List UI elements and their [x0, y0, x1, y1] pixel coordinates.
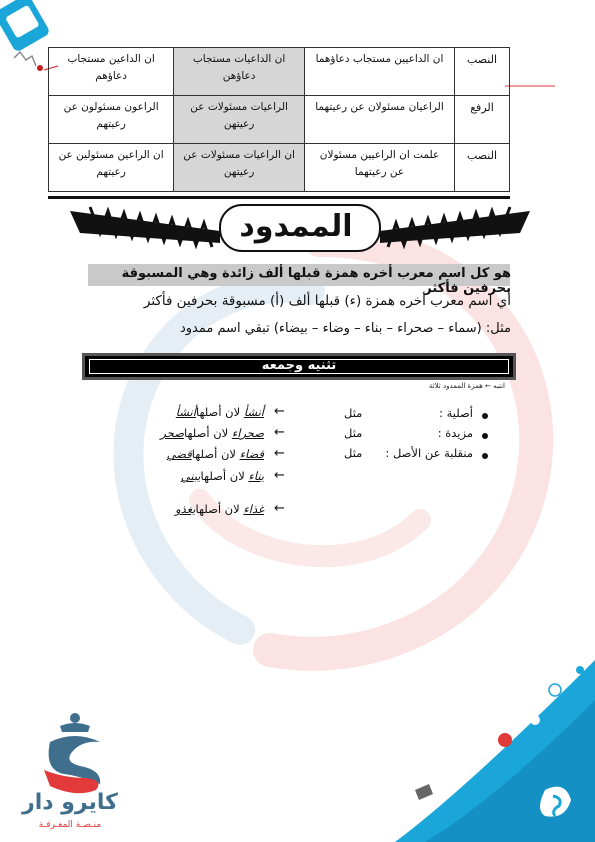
table-cell: ان الداعيات مستجاب دعاؤهن [174, 48, 305, 96]
brand-tagline: منـصـة المعـرفـة [38, 820, 102, 830]
example-marker: مثل [344, 406, 363, 420]
table-cell: ان الراعيات مسئولات عن رعيتهن [174, 144, 305, 192]
root-word: أنشأ [175, 405, 196, 419]
case-cell: النصب [455, 144, 510, 192]
bullet-icon [482, 433, 488, 439]
red-rule-line [505, 78, 560, 90]
example-marker: مثل [344, 426, 363, 440]
example-word: قضاء [239, 447, 264, 461]
example-word: صحراء [231, 426, 264, 440]
root-word: صحر [160, 426, 184, 440]
bullet-label: مزيدة : [437, 426, 473, 440]
example-word: أنشأ [243, 405, 264, 419]
root-word: قضي [166, 447, 192, 461]
subsection-title: تثنيه وجمعه [261, 358, 337, 373]
explanation-text: لان أصلها [191, 447, 240, 461]
root-word: يبني [180, 469, 201, 483]
corner-decoration [395, 640, 595, 842]
table-cell: ان الداعيين مستجاب دعاؤهما [304, 48, 454, 96]
table-cell: علمت ان الراعيين مسئولان عن رعيتهما [304, 144, 454, 192]
table-row [49, 144, 510, 192]
example-word: بناء [248, 469, 264, 483]
note-text: انتبه ← همزة الممدود ثلاثة [428, 382, 505, 390]
table-row [49, 96, 510, 144]
bullet-icon [482, 413, 488, 419]
explanation-text: لان أصلها [195, 405, 244, 419]
arrow-left-icon: ← [274, 468, 285, 483]
table-cell: الراعيات مسئولات عن رعيتهن [174, 96, 305, 144]
example-marker: مثل [344, 446, 363, 460]
explanation-text: لان أصلها [183, 426, 232, 440]
case-cell: الرفع [455, 96, 510, 144]
bullet-icon [482, 453, 488, 459]
explanation-line [181, 469, 264, 483]
arrow-left-icon: ← [274, 446, 285, 461]
bullet-label: أصلية : [439, 406, 473, 420]
table-cell: الراعون مسئولون عن رعيتهم [49, 96, 174, 144]
brand-logo-icon [20, 712, 130, 837]
explanation-line [175, 502, 264, 516]
explanation-line [167, 447, 264, 461]
root-word: يغذو [175, 502, 196, 516]
arrow-left-icon: ← [274, 404, 285, 419]
explanation-line [176, 405, 264, 419]
example-line: مثل: (سماء – صحراء – بناء – وضاء – بيضاء) تبقي اسم ممدود [179, 321, 511, 336]
explanation-line [160, 426, 264, 440]
example-word: غذاء [243, 502, 264, 516]
table-bottom-rule [48, 196, 510, 199]
table-cell: الراعيان مسئولان عن رعيتهما [304, 96, 454, 144]
explanation-text: لان أصلها [200, 469, 249, 483]
table-row [49, 48, 510, 96]
table-cell: ان الراعين مسئولين عن رعيتهم [49, 144, 174, 192]
case-cell: النصب [455, 48, 510, 96]
arrow-left-icon: ← [274, 425, 285, 440]
grammar-table [48, 47, 510, 192]
definition-explanation: أي اسم معرب أخره همزة (ء) قبلها ألف (أ) مسبوقة بحرفين فأكثر [143, 293, 511, 309]
brand-name: كايرو دار [22, 790, 118, 815]
table-cell: ان الداعين مستجاب دعاؤهم [49, 48, 174, 96]
arrow-left-icon: ← [274, 501, 285, 516]
definition-line: هو كل اسم معرب أخره همزة قبلها ألف زائدة وهي المسبوقة بحرفين فأكثر [121, 266, 511, 296]
explanation-text: لان أصلها [195, 502, 244, 516]
section-title: الممدود [239, 209, 353, 244]
bullet-label: منقلبة عن الأصل : [385, 446, 473, 460]
